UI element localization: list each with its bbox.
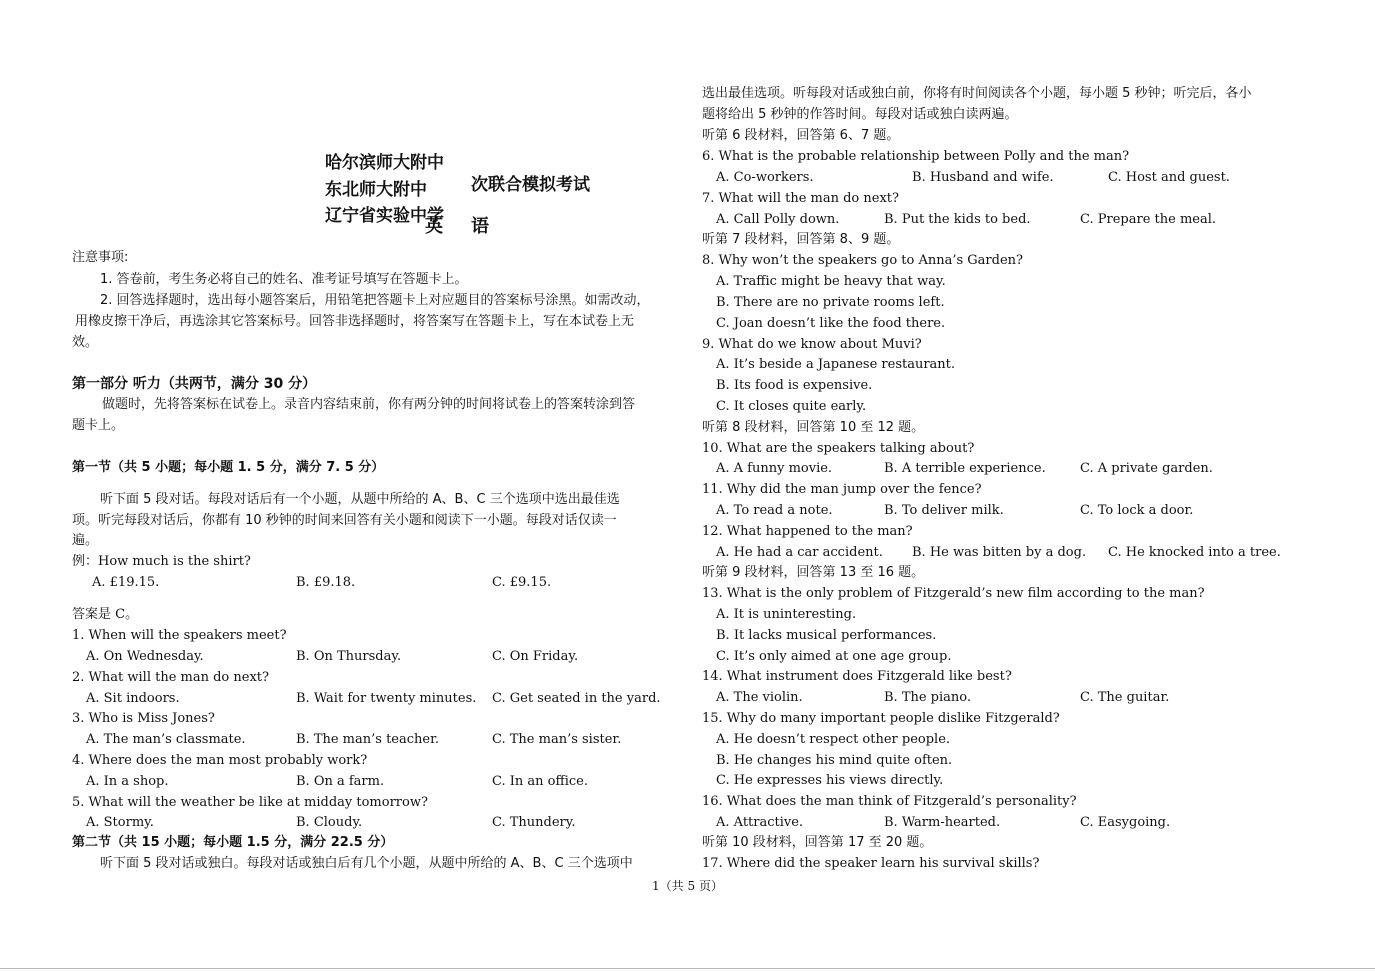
q10-option-c: C. A private garden. <box>1080 461 1213 476</box>
q12-option-b: B. He was bitten by a dog. <box>912 545 1087 560</box>
question-13: 13. What is the only problem of Fitzgerald’s new film according to the man? <box>702 586 1205 601</box>
material-7-label: 听第 7 段材料，回答第 8、9 题。 <box>702 232 900 247</box>
question-8: 8. Why won’t the speakers go to Anna’s Garden? <box>702 253 1024 268</box>
page-number: 1（共 5 页） <box>652 879 723 893</box>
question-9: 9. What do we know about Muvi? <box>702 337 922 352</box>
q8-option-b: B. There are no private rooms left. <box>716 295 945 310</box>
q9-option-a: A. It’s beside a Japanese restaurant. <box>716 357 956 372</box>
q13-option-b: B. It lacks musical performances. <box>716 628 937 643</box>
question-15: 15. Why do many important people dislike Fitzgerald? <box>702 711 1060 726</box>
q4-option-c: C. In an office. <box>492 774 588 789</box>
q4-option-b: B. On a farm. <box>296 774 385 789</box>
q1-option-b: B. On Thursday. <box>296 649 402 664</box>
section1-intro-line3: 遍。 <box>72 533 99 548</box>
q9-option-b: B. Its food is expensive. <box>716 378 873 393</box>
q6-option-c: C. Host and guest. <box>1108 170 1230 185</box>
school-name-1: 哈尔滨师大附中 <box>325 153 444 173</box>
q15-option-c: C. He expresses his views directly. <box>716 773 944 788</box>
school-name-3: 辽宁省实验中学 <box>325 206 444 226</box>
q6-option-b: B. Husband and wife. <box>912 170 1054 185</box>
q9-option-c: C. It closes quite early. <box>716 399 867 414</box>
example-option-b: B. £9.18. <box>296 575 356 590</box>
q3-option-c: C. The man’s sister. <box>492 732 622 747</box>
notice-item-2-line1: 2. 回答选择题时，选出每小题答案后，用铅笔把答题卡上对应题目的答案标号涂黑。如需改动， <box>100 293 650 308</box>
question-3: 3. Who is Miss Jones? <box>72 711 215 726</box>
q7-option-a: A. Call Polly down. <box>716 212 840 227</box>
material-9-label: 听第 9 段材料，回答第 13 至 16 题。 <box>702 565 925 580</box>
q14-option-c: C. The guitar. <box>1080 690 1170 705</box>
q16-option-c: C. Easygoing. <box>1080 815 1171 830</box>
question-6: 6. What is the probable relationship between Polly and the man? <box>702 149 1130 164</box>
example-option-c: C. £9.15. <box>492 575 552 590</box>
section2-intro-line1: 听下面 5 段对话或独白。每段对话或独白后有几个小题，从题中所给的 A、B、C 三个选项中 <box>100 856 633 871</box>
section1-intro-line1: 听下面 5 段对话。每段对话后有一个小题，从题中所给的 A、B、C 三个选项中选出最佳选 <box>100 492 620 507</box>
q13-option-a: A. It is uninteresting. <box>716 607 857 622</box>
q4-option-a: A. In a shop. <box>86 774 169 789</box>
q10-option-b: B. A terrible experience. <box>884 461 1046 476</box>
material-8-label: 听第 8 段材料，回答第 10 至 12 题。 <box>702 420 925 435</box>
part1-intro-line2: 题卡上。 <box>72 418 125 433</box>
q8-option-c: C. Joan doesn’t like the food there. <box>716 316 946 331</box>
question-7: 7. What will the man do next? <box>702 191 899 206</box>
q15-option-b: B. He changes his mind quite often. <box>716 753 953 768</box>
material-6-label: 听第 6 段材料，回答第 6、7 题。 <box>702 128 900 143</box>
section2-heading: 第二节（共 15 小题；每小题 1.5 分，满分 22.5 分） <box>72 835 394 850</box>
q5-option-b: B. Cloudy. <box>296 815 363 830</box>
notice-item-2-line3: 效。 <box>72 335 99 350</box>
question-11: 11. Why did the man jump over the fence? <box>702 482 982 497</box>
question-16: 16. What does the man think of Fitzgerald’s personality? <box>702 794 1077 809</box>
notice-heading: 注意事项: <box>72 250 129 265</box>
q2-option-a: A. Sit indoors. <box>86 691 180 706</box>
q8-option-a: A. Traffic might be heavy that way. <box>716 274 946 289</box>
example-option-a: A. £19.15. <box>92 575 160 590</box>
q16-option-b: B. Warm-hearted. <box>884 815 1001 830</box>
q6-option-a: A. Co-workers. <box>716 170 814 185</box>
exam-subject: 英语 <box>425 216 517 237</box>
q12-option-a: A. He had a car accident. <box>716 545 883 560</box>
page-edge-divider <box>0 968 1375 969</box>
part1-intro-line1: 做题时，先将答案标在试卷上。录音内容结束前，你有两分钟的时间将试卷上的答案转涂到答 <box>102 397 636 412</box>
example-question: 例：How much is the shirt? <box>72 554 251 569</box>
question-5: 5. What will the weather be like at midday tomorrow? <box>72 795 428 810</box>
question-4: 4. Where does the man most probably work? <box>72 753 368 768</box>
q3-option-b: B. The man’s teacher. <box>296 732 440 747</box>
notice-item-1: 1. 答卷前，考生务必将自己的姓名、准考证号填写在答题卡上。 <box>100 272 468 287</box>
question-2: 2. What will the man do next? <box>72 670 269 685</box>
q14-option-b: B. The piano. <box>884 690 972 705</box>
q7-option-b: B. Put the kids to bed. <box>884 212 1031 227</box>
q11-option-c: C. To lock a door. <box>1080 503 1194 518</box>
q16-option-a: A. Attractive. <box>716 815 804 830</box>
q10-option-a: A. A funny movie. <box>716 461 833 476</box>
exam-title: 次联合模拟考试 <box>471 175 590 195</box>
q3-option-a: A. The man’s classmate. <box>86 732 246 747</box>
question-17: 17. Where did the speaker learn his survival skills? <box>702 856 1040 871</box>
q13-option-c: C. It’s only aimed at one age group. <box>716 649 952 664</box>
notice-item-2-line2: 用橡皮擦干净后，再选涂其它答案标号。回答非选择题时，将答案写在答题卡上，写在本试卷上无 <box>75 314 635 329</box>
material-10-label: 听第 10 段材料，回答第 17 至 20 题。 <box>702 835 933 850</box>
q12-option-c: C. He knocked into a tree. <box>1108 545 1281 560</box>
q11-option-a: A. To read a note. <box>716 503 833 518</box>
section1-intro-line2: 项。听完每段对话后，你都有 10 秒钟的时间来回答有关小题和阅读下一小题。每段对话仅读一 <box>72 513 617 528</box>
question-12: 12. What happened to the man? <box>702 524 913 539</box>
q14-option-a: A. The violin. <box>716 690 803 705</box>
q1-option-c: C. On Friday. <box>492 649 579 664</box>
q11-option-b: B. To deliver milk. <box>884 503 1004 518</box>
section2-intro-line2: 选出最佳选项。听每段对话或独白前，你将有时间阅读各个小题，每小题 5 秒钟；听完后，各小 <box>702 86 1252 101</box>
q2-option-b: B. Wait for twenty minutes. <box>296 691 477 706</box>
section1-heading: 第一节（共 5 小题；每小题 1. 5 分，满分 7. 5 分） <box>72 460 385 475</box>
section2-intro-line3: 题将给出 5 秒钟的作答时间。每段对话或独白读两遍。 <box>702 107 1018 122</box>
q2-option-c: C. Get seated in the yard. <box>492 691 661 706</box>
q5-option-a: A. Stormy. <box>86 815 154 830</box>
question-1: 1. When will the speakers meet? <box>72 628 287 643</box>
example-answer: 答案是 C。 <box>72 607 139 622</box>
school-name-2: 东北师大附中 <box>325 180 427 200</box>
q5-option-c: C. Thundery. <box>492 815 576 830</box>
part1-heading: 第一部分 听力（共两节，满分 30 分） <box>72 376 317 392</box>
q15-option-a: A. He doesn’t respect other people. <box>716 732 951 747</box>
question-14: 14. What instrument does Fitzgerald like best? <box>702 669 1012 684</box>
q7-option-c: C. Prepare the meal. <box>1080 212 1216 227</box>
question-10: 10. What are the speakers talking about? <box>702 441 975 456</box>
q1-option-a: A. On Wednesday. <box>86 649 204 664</box>
